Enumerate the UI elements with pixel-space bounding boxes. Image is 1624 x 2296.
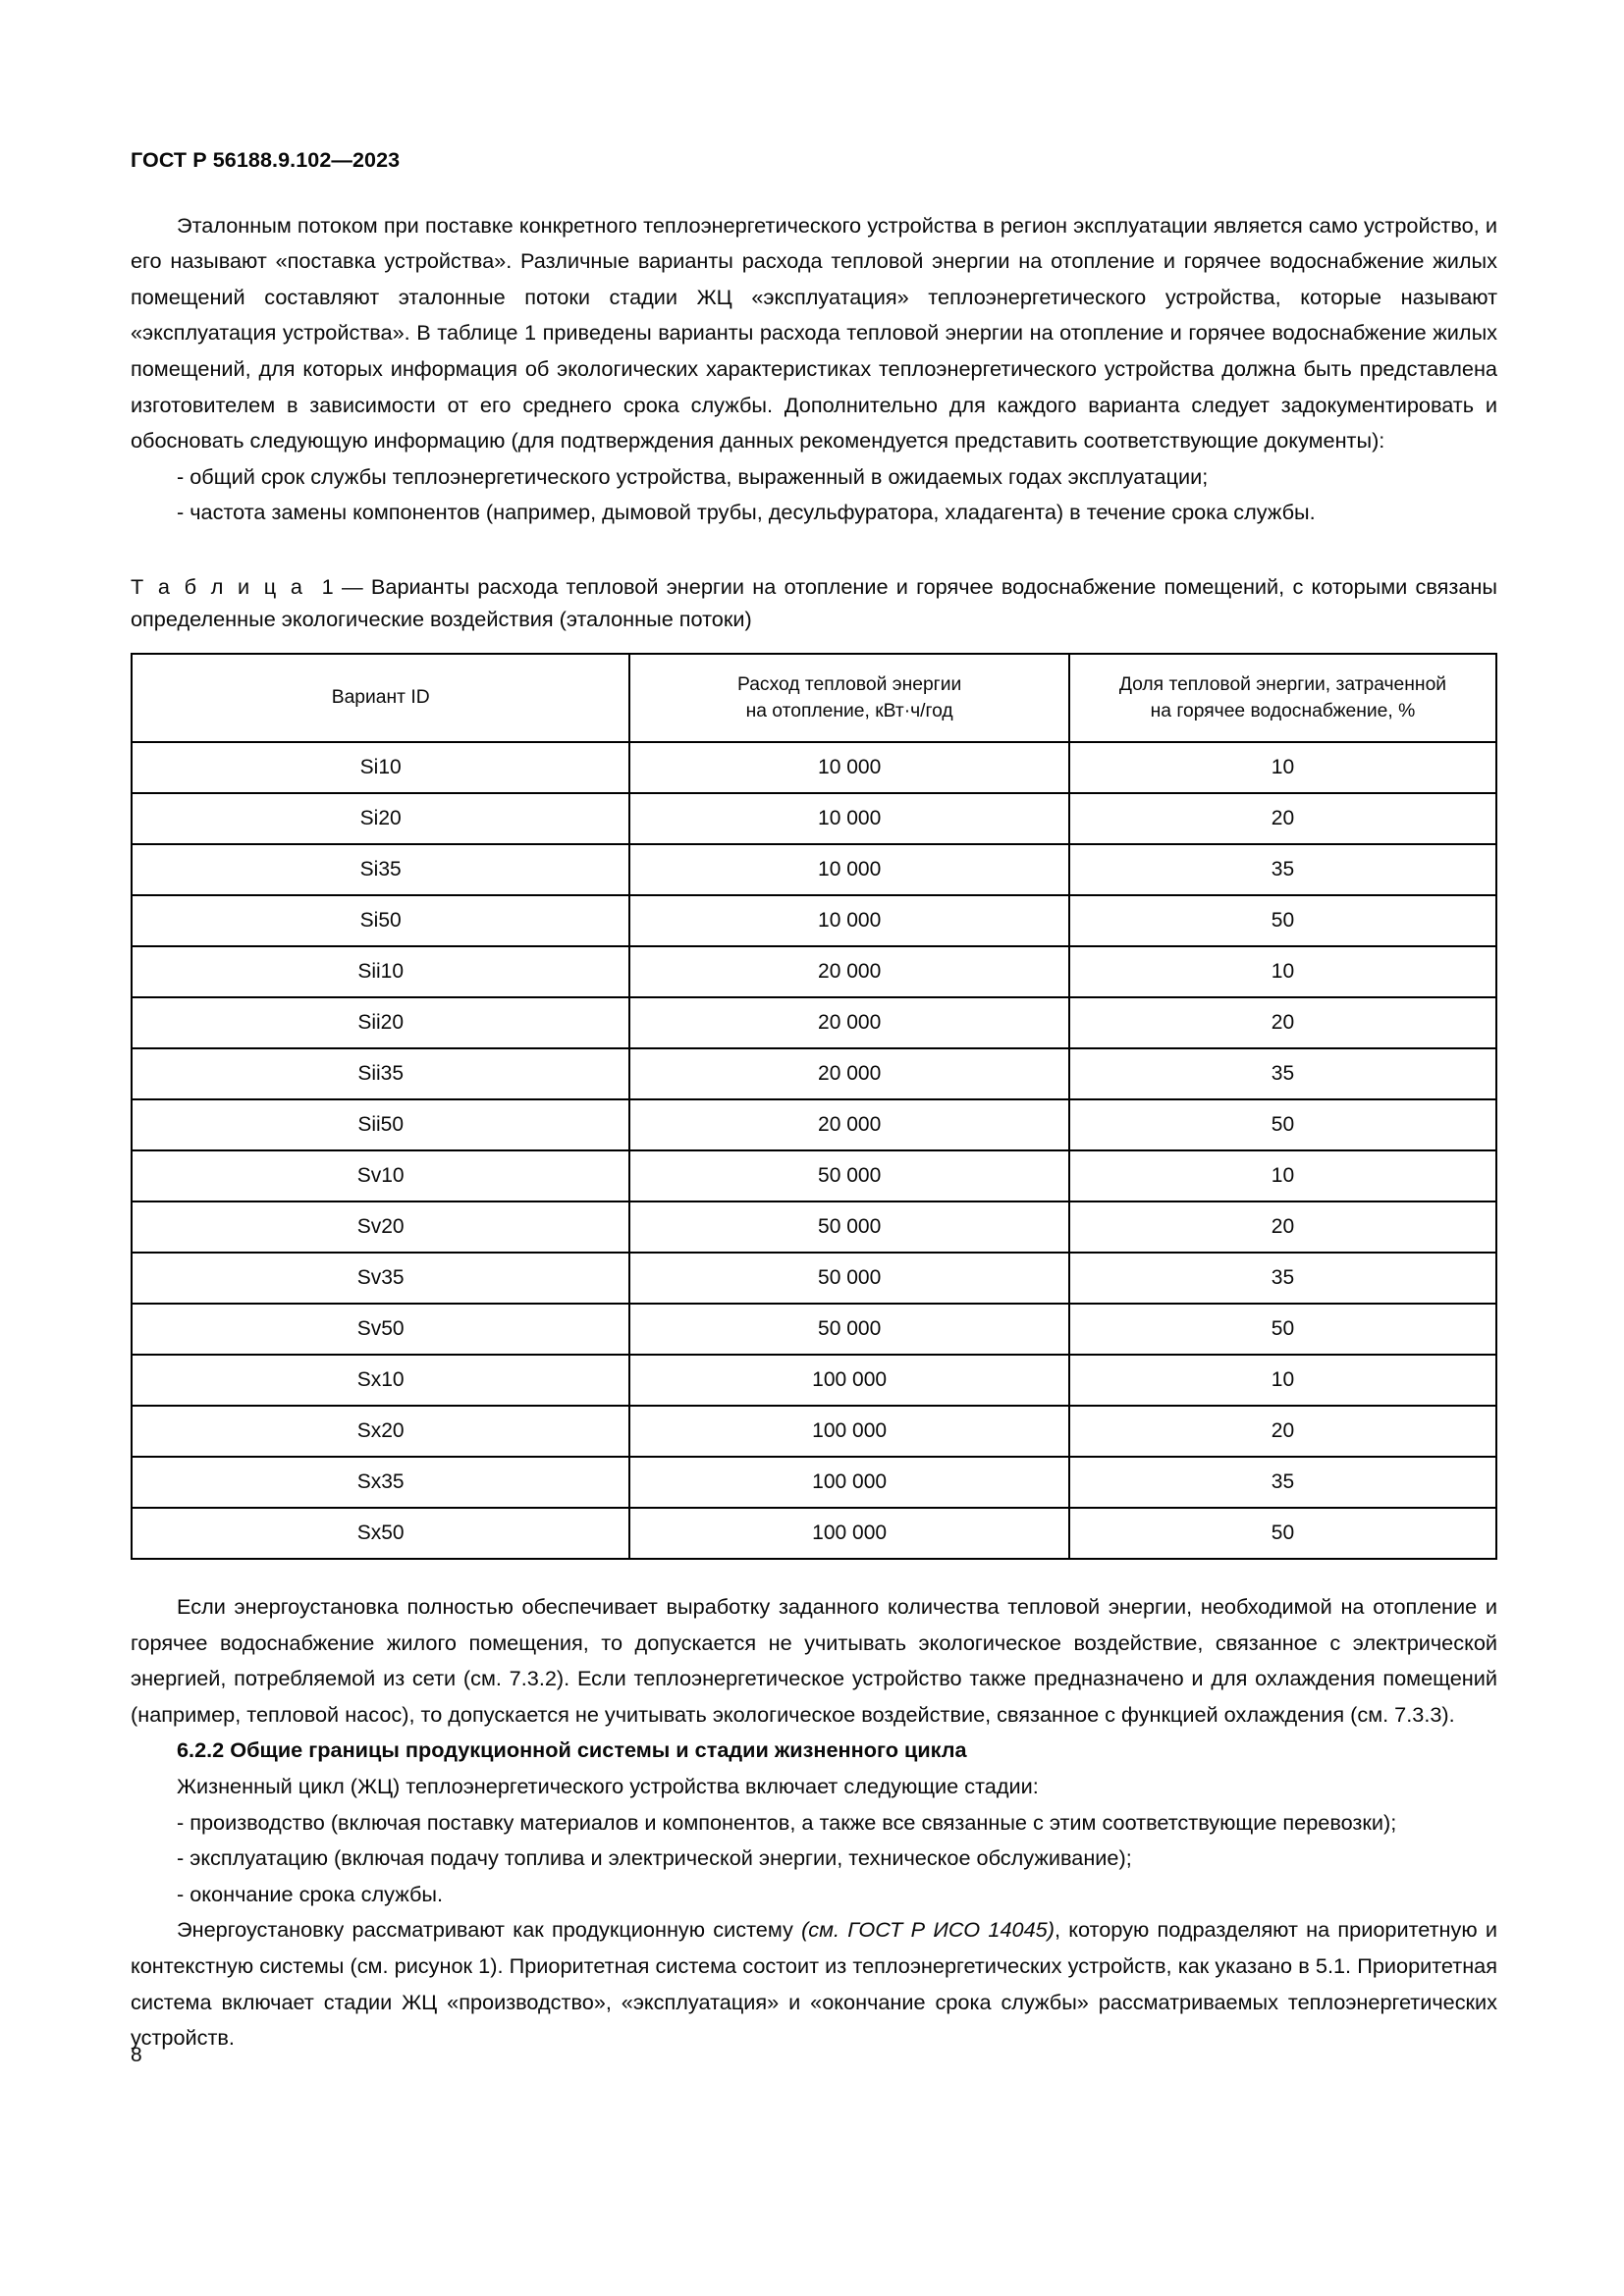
cell-dhw-share: 10	[1069, 742, 1496, 793]
table-row	[132, 1150, 1496, 1201]
header-dhw-share	[1069, 654, 1496, 742]
table-row	[132, 1201, 1496, 1253]
after-table-paragraph-1: Если энергоустановка полностью обеспечивает выработку заданного количества тепловой энергии, необходимой на отопление и горячее водоснабжение жилого помещения, то допускается не учитывать экологическое воздействие, связанное с электрической энергией, потребляемой из сети (см. 7.3.2). Если теплоэнергетическое устройство также предназначено и для охлаждения помещений (например, тепловой насос), то допускается не учитывать экологическое воздействие, связанное с функцией охлаждения (см. 7.3.3).	[131, 1593, 1497, 1727]
table-caption-label: Т а б л и ц а	[131, 573, 306, 599]
cell-variant-id: Sx50	[132, 1508, 629, 1559]
header-heating-demand-line-1: Расход тепловой энергии	[736, 673, 962, 695]
after-table-section	[131, 1589, 1497, 2056]
table-row	[132, 1253, 1496, 1304]
cell-heating-demand: 20 000	[629, 997, 1069, 1048]
cell-dhw-share: 10	[1069, 1150, 1496, 1201]
cell-dhw-share: 50	[1069, 1304, 1496, 1355]
cell-heating-demand: 50 000	[629, 1201, 1069, 1253]
paragraph-3-tail: , которую подразделяют на приоритетную и контекстную системы (см. рисунок 1). Приоритетная система состоит из теплоэнергетических устройств, как указано в 5.1. Приоритетная система включает стадии ЖЦ «производство», «эксплуатация» и «окончание срока службы» рассматриваемых теплоэнергетических устройств.	[131, 1917, 1497, 2051]
table-row	[132, 895, 1496, 946]
table-head	[132, 654, 1496, 742]
cell-heating-demand: 100 000	[629, 1355, 1069, 1406]
table-caption-text: — Варианты расхода тепловой энергии на отопление и горячее водоснабжение помещений, с которыми связаны определенные экологические воздействия (эталонные потоки)	[131, 573, 1497, 631]
after-table-bullet-3: - окончание срока службы.	[177, 1881, 444, 1906]
cell-dhw-share: 20	[1069, 997, 1496, 1048]
table-row	[132, 793, 1496, 844]
cell-heating-demand: 10 000	[629, 742, 1069, 793]
after-table-paragraph-3	[131, 1912, 1497, 2056]
table-caption-number-value: 1	[321, 573, 334, 599]
intro-section	[131, 208, 1497, 531]
cell-dhw-share: 50	[1069, 1508, 1496, 1559]
cell-variant-id: Sx10	[132, 1355, 629, 1406]
cell-heating-demand: 100 000	[629, 1406, 1069, 1457]
cell-dhw-share: 10	[1069, 946, 1496, 997]
cell-heating-demand: 50 000	[629, 1304, 1069, 1355]
paragraph-3-lead: Энергоустановку рассматривают как продукционную систему	[177, 1917, 802, 1943]
cell-heating-demand: 50 000	[629, 1253, 1069, 1304]
table-row	[132, 997, 1496, 1048]
cell-variant-id: Sii35	[132, 1048, 629, 1099]
cell-variant-id: Sii10	[132, 946, 629, 997]
table-caption-number	[305, 574, 322, 599]
cell-heating-demand: 20 000	[629, 946, 1069, 997]
table-row	[132, 1508, 1496, 1559]
cell-heating-demand: 10 000	[629, 793, 1069, 844]
table-row	[132, 946, 1496, 997]
table-row	[132, 844, 1496, 895]
table-1-wrapper	[131, 653, 1497, 1560]
table-row	[132, 1355, 1496, 1406]
cell-variant-id: Si35	[132, 844, 629, 895]
cell-dhw-share: 50	[1069, 1099, 1496, 1150]
table-row	[132, 742, 1496, 793]
table-row	[132, 1304, 1496, 1355]
table-body	[132, 742, 1496, 1559]
header-dhw-share-line-1: Доля тепловой энергии, затраченной	[1118, 673, 1447, 695]
header-variant-id-line-1: Вариант ID	[331, 687, 430, 709]
cell-heating-demand: 100 000	[629, 1508, 1069, 1559]
paragraph-3-reference: (см. ГОСТ Р ИСО 14045)	[801, 1917, 1055, 1943]
after-table-bullet-1: - производство (включая поставку материалов и компонентов, а также все связанные с этим соответствующие перевозки);	[177, 1809, 1397, 1835]
table-header-row	[132, 654, 1496, 742]
cell-variant-id: Sx20	[132, 1406, 629, 1457]
page-number: 8	[131, 2044, 142, 2066]
intro-paragraph-1: Эталонным потоком при поставке конкретного теплоэнергетического устройства в регион эксплуатации является само устройство, и его называют «поставка устройства». Различные варианты расхода тепловой энергии на отопление и горячее водоснабжение жилых помещений составляют эталонные потоки стадии ЖЦ «эксплуатация» теплоэнергетического устройства, которые называют «эксплуатация устройства». В таблице 1 приведены варианты расхода тепловой энергии на отопление и горячее водоснабжение жилых помещений, для которых информация об экологических характеристиках теплоэнергетического устройства должна быть представлена изготовителем в зависимости от его среднего срока службы. Дополнительно для каждого варианта следует задокументировать и обосновать следующую информацию (для подтверждения данных рекомендуется представить соответствующие документы):	[131, 212, 1497, 454]
cell-dhw-share: 35	[1069, 1253, 1496, 1304]
cell-variant-id: Sv20	[132, 1201, 629, 1253]
cell-variant-id: Sv10	[132, 1150, 629, 1201]
cell-dhw-share: 20	[1069, 1201, 1496, 1253]
header-dhw-share-line-2: на горячее водоснабжение, %	[1150, 700, 1416, 721]
cell-variant-id: Si50	[132, 895, 629, 946]
table-row	[132, 1048, 1496, 1099]
cell-dhw-share: 35	[1069, 1048, 1496, 1099]
after-table-bullet-2: - эксплуатацию (включая подачу топлива и электрической энергии, техническое обслуживание);	[177, 1845, 1132, 1871]
cell-heating-demand: 50 000	[629, 1150, 1069, 1201]
section-heading-6-2-2: 6.2.2 Общие границы продукционной системы и стадии жизненного цикла	[177, 1737, 967, 1763]
cell-heating-demand: 10 000	[629, 844, 1069, 895]
intro-bullet-1: - общий срок службы теплоэнергетического устройства, выраженный в ожидаемых годах эксплуатации;	[177, 463, 1209, 489]
cell-variant-id: Sx35	[132, 1457, 629, 1508]
cell-dhw-share: 20	[1069, 1406, 1496, 1457]
running-header: ГОСТ Р 56188.9.102—2023	[131, 148, 401, 172]
table-caption	[131, 570, 1497, 635]
cell-dhw-share: 35	[1069, 1457, 1496, 1508]
after-table-paragraph-2: Жизненный цикл (ЖЦ) теплоэнергетического устройства включает следующие стадии:	[177, 1773, 1039, 1798]
cell-heating-demand: 20 000	[629, 1048, 1069, 1099]
cell-heating-demand: 20 000	[629, 1099, 1069, 1150]
header-heating-demand-line-2: на отопление, кВт·ч/год	[745, 700, 953, 721]
cell-variant-id: Sv35	[132, 1253, 629, 1304]
cell-heating-demand: 100 000	[629, 1457, 1069, 1508]
reference-flows-table	[131, 653, 1497, 1560]
table-row	[132, 1099, 1496, 1150]
cell-variant-id: Si10	[132, 742, 629, 793]
header-heating-demand	[629, 654, 1069, 742]
cell-dhw-share: 10	[1069, 1355, 1496, 1406]
table-row	[132, 1457, 1496, 1508]
cell-variant-id: Sii20	[132, 997, 629, 1048]
cell-variant-id: Sv50	[132, 1304, 629, 1355]
cell-heating-demand: 10 000	[629, 895, 1069, 946]
cell-dhw-share: 35	[1069, 844, 1496, 895]
cell-variant-id: Si20	[132, 793, 629, 844]
cell-dhw-share: 20	[1069, 793, 1496, 844]
cell-dhw-share: 50	[1069, 895, 1496, 946]
cell-variant-id: Sii50	[132, 1099, 629, 1150]
intro-bullet-2: - частота замены компонентов (например, дымовой трубы, десульфуратора, хладагента) в течение срока службы.	[177, 500, 1316, 525]
header-variant-id	[132, 654, 629, 742]
table-row	[132, 1406, 1496, 1457]
page-content	[131, 0, 1497, 2056]
